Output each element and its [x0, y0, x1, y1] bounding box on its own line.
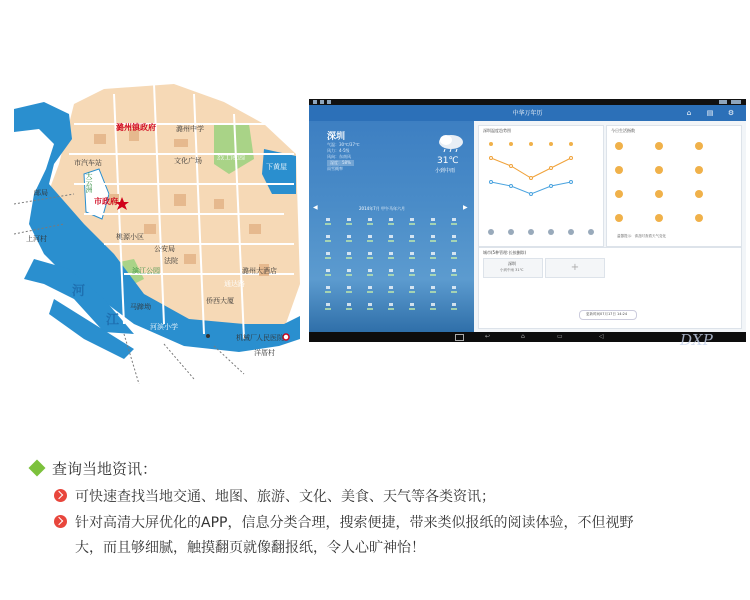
calendar-day-mark: [452, 269, 456, 272]
back-icon[interactable]: ↩: [485, 333, 491, 340]
weather-line: 雨雪概率: [327, 166, 343, 171]
calendar-lunar-mark: [367, 274, 373, 276]
calendar-day-mark: [389, 303, 393, 306]
calendar-day-cell[interactable]: [363, 267, 377, 277]
feature-item-continuation: 大，而且够细腻，触摸翻页就像翻报纸，令人心旷神怡！: [75, 540, 425, 556]
calendar-day-mark: [431, 269, 435, 272]
calendar-day-mark: [326, 252, 330, 255]
calendar-day-mark: [410, 286, 414, 289]
map-label-river-char-1: 河: [72, 284, 86, 299]
calendar-day-cell[interactable]: [405, 284, 419, 294]
calendar-day-cell[interactable]: [342, 233, 356, 243]
calendar-day-cell[interactable]: [321, 267, 335, 277]
calendar-lunar-mark: [451, 274, 457, 276]
next-month-icon[interactable]: ▶: [463, 204, 468, 211]
calendar-title: 2014年7月 甲午马年六月: [359, 206, 405, 211]
calendar-day-mark: [389, 218, 393, 221]
weather-summary: [317, 125, 467, 183]
life-index-note: 温馨提示：请及时查看天气变化: [617, 234, 666, 238]
calendar-day-cell[interactable]: [342, 250, 356, 260]
calendar-icon[interactable]: ▤: [706, 109, 714, 117]
calendar-day-mark: [452, 286, 456, 289]
calendar-day-cell[interactable]: [384, 233, 398, 243]
map-label-public-security: 公安局: [154, 245, 175, 253]
calendar-lunar-mark: [388, 223, 394, 225]
home-button-icon[interactable]: ⌂: [521, 333, 525, 340]
calendar-day-cell[interactable]: [447, 284, 461, 294]
recent-apps-icon[interactable]: [455, 334, 464, 341]
calendar-lunar-mark: [409, 240, 415, 242]
calendar-lunar-mark: [451, 257, 457, 259]
calendar-day-mark: [347, 269, 351, 272]
calendar-day-cell[interactable]: [405, 250, 419, 260]
calendar-day-cell[interactable]: [426, 233, 440, 243]
life-index-title: 今日生活指数: [611, 128, 635, 133]
map-label-taoyuan: 桃源小区: [116, 233, 144, 241]
app-header: [309, 105, 746, 121]
calendar-day-mark: [326, 303, 330, 306]
calendar-day-cell[interactable]: [447, 267, 461, 277]
diamond-bullet-icon: [29, 460, 46, 477]
calendar-lunar-mark: [409, 257, 415, 259]
calendar-day-cell[interactable]: [447, 216, 461, 226]
calendar-lunar-mark: [409, 308, 415, 310]
gear-icon[interactable]: ⚙: [727, 109, 735, 117]
arrow-bullet-icon: [54, 515, 67, 528]
map-label-culture-square: 文化广场: [174, 157, 202, 165]
calendar-lunar-mark: [367, 223, 373, 225]
home-icon[interactable]: ⌂: [686, 109, 692, 117]
city-manage-title: 城市(5种管理:长按删除): [483, 250, 527, 255]
calendar-day-mark: [347, 252, 351, 255]
refresh-button[interactable]: [579, 310, 637, 320]
calendar-day-mark: [452, 218, 456, 221]
calendar-day-cell[interactable]: [405, 233, 419, 243]
weather-line: 风力：4-5级: [327, 148, 350, 153]
calendar-day-cell[interactable]: [384, 267, 398, 277]
life-index-card: [606, 125, 742, 247]
map-label-river-char-2: 江: [106, 313, 120, 328]
calendar-day-cell[interactable]: [405, 301, 419, 311]
calendar-day-mark: [410, 303, 414, 306]
forecast-icons-row: [483, 226, 599, 238]
calendar-day-mark: [368, 235, 372, 238]
calendar-lunar-mark: [430, 308, 436, 310]
weather-line: 风向：东南风: [327, 154, 351, 159]
calendar-day-mark: [410, 252, 414, 255]
calendar-lunar-mark: [325, 240, 331, 242]
calendar-day-cell[interactable]: [447, 301, 461, 311]
calendar-day-cell[interactable]: [363, 250, 377, 260]
calendar-day-mark: [452, 235, 456, 238]
calendar-lunar-mark: [451, 240, 457, 242]
map-label-court: 法院: [164, 257, 178, 265]
calendar-day-cell[interactable]: [342, 301, 356, 311]
calendar-day-mark: [431, 286, 435, 289]
map-label-majiang: 马蹄坳: [130, 303, 151, 311]
calendar-day-cell[interactable]: [342, 216, 356, 226]
weather-detail-panel: [474, 121, 746, 332]
calendar-day-mark: [389, 235, 393, 238]
calendar-day-cell[interactable]: [447, 233, 461, 243]
svg-text:DXP: DXP: [680, 331, 713, 349]
calendar-lunar-mark: [430, 274, 436, 276]
calendar-day-cell[interactable]: [447, 250, 461, 260]
calendar-lunar-mark: [388, 240, 394, 242]
calendar-day-mark: [326, 269, 330, 272]
map-label-bus-station: 市汽车站: [74, 159, 102, 167]
calendar-lunar-mark: [388, 257, 394, 259]
calendar-lunar-mark: [346, 240, 352, 242]
add-city-button[interactable]: +: [545, 258, 605, 278]
calendar-day-mark: [326, 218, 330, 221]
calendar-day-cell[interactable]: [426, 301, 440, 311]
calendar-lunar-mark: [430, 291, 436, 293]
calendar-day-mark: [347, 286, 351, 289]
map-label-martyrs-cemetery: 烈士陵园: [217, 153, 245, 161]
map-label-hotel: 潞州大酒店: [242, 267, 277, 275]
map-label-town-govt: 潞州镇政府: [116, 123, 156, 132]
calendar-lunar-mark: [451, 291, 457, 293]
calendar-day-mark: [368, 269, 372, 272]
calendar-lunar-mark: [325, 274, 331, 276]
calendar-day-mark: [410, 269, 414, 272]
notification-icon: [320, 100, 324, 104]
calendar-day-cell[interactable]: [363, 216, 377, 226]
map-label-city-govt: 市政府: [94, 197, 118, 206]
calendar-lunar-mark: [388, 308, 394, 310]
map-label-xiahuang: 下黄屋: [266, 163, 287, 171]
map-label-machinery-factory: 机械厂: [236, 334, 257, 342]
feature-item: 针对高清大屏优化的APP，信息分类合理，搜索便捷，带来类似报纸的阅读体验，不但视野: [75, 515, 634, 531]
volume-icon[interactable]: ◁: [599, 333, 604, 340]
calendar-day-cell[interactable]: [342, 284, 356, 294]
calendar-lunar-mark: [325, 223, 331, 225]
map-label-river-park: 滨江公园: [132, 267, 160, 275]
map-label-river-primary: 河滨小学: [150, 323, 178, 331]
map-label-qiaoxi: 侨西大厦: [206, 297, 234, 305]
life-index-icons: [613, 140, 733, 230]
tablet-screenshot: [309, 99, 746, 342]
calendar-day-cell[interactable]: [405, 216, 419, 226]
calendar-day-mark: [389, 286, 393, 289]
weather-description: 小到中雨: [435, 168, 456, 174]
forecast-card: [478, 125, 604, 247]
calendar-day-mark: [410, 218, 414, 221]
section-heading: 查询当地资讯：: [52, 460, 158, 478]
calendar-day-cell[interactable]: [342, 267, 356, 277]
calendar-day-mark: [431, 252, 435, 255]
calendar-day-cell[interactable]: [384, 301, 398, 311]
calendar-day-cell[interactable]: [363, 284, 377, 294]
current-temperature: 31℃: [437, 156, 459, 166]
calendar-day-cell[interactable]: [363, 233, 377, 243]
calendar-day-mark: [389, 252, 393, 255]
prev-month-icon[interactable]: ◀: [313, 204, 318, 211]
calendar-lunar-mark: [430, 223, 436, 225]
weather-calendar-panel: [309, 121, 474, 332]
calendar-day-mark: [431, 218, 435, 221]
map-label-post-office: 邮局: [34, 189, 48, 197]
calendar-day-mark: [326, 235, 330, 238]
city-map: [14, 84, 300, 384]
calendar-lunar-mark: [367, 291, 373, 293]
calendar-lunar-mark: [346, 274, 352, 276]
cloud-rain-icon: [437, 132, 465, 152]
calendar-day-mark: [347, 303, 351, 306]
calendar-day-mark: [410, 235, 414, 238]
calendar-day-mark: [368, 286, 372, 289]
calendar-day-mark: [326, 286, 330, 289]
weather-line: 气温：30℃/37℃: [327, 142, 360, 147]
city-manage-card: [478, 247, 742, 329]
weather-city: 深圳: [327, 132, 346, 142]
weather-line: 湿度：58%: [327, 160, 354, 166]
calendar-day-cell[interactable]: [426, 267, 440, 277]
calendar-lunar-mark: [346, 223, 352, 225]
calendar-lunar-mark: [346, 291, 352, 293]
app-title: 中华万年历: [512, 110, 543, 117]
calendar-day-mark: [368, 218, 372, 221]
calendar-day-cell[interactable]: [384, 216, 398, 226]
calendar-day-cell[interactable]: [321, 250, 335, 260]
map-label-dayun-island: 大云洲: [85, 172, 93, 193]
calendar-day-mark: [452, 303, 456, 306]
notification-icon: [327, 100, 331, 104]
calendar-day-cell[interactable]: [426, 250, 440, 260]
calendar-lunar-mark: [430, 257, 436, 259]
calendar-lunar-mark: [451, 308, 457, 310]
calendar-lunar-mark: [388, 274, 394, 276]
temperature-trend-chart: [483, 138, 599, 218]
city-card-desc: 小到中雨 31℃: [500, 268, 524, 272]
calendar-lunar-mark: [367, 240, 373, 242]
calendar-lunar-mark: [346, 308, 352, 310]
map-label-shanghe-village: 上河村: [26, 235, 47, 243]
calendar-lunar-mark: [325, 308, 331, 310]
arrow-bullet-icon: [54, 489, 67, 502]
calendar-day-cell[interactable]: [426, 284, 440, 294]
calendar-day-cell[interactable]: [426, 216, 440, 226]
calendar-lunar-mark: [367, 308, 373, 310]
calendar-day-mark: [368, 252, 372, 255]
calendar-day-cell[interactable]: [321, 301, 335, 311]
calendar-day-mark: [347, 218, 351, 221]
calendar-day-cell[interactable]: [321, 284, 335, 294]
recent-icon[interactable]: ▭: [557, 333, 563, 340]
battery-icon: [731, 100, 741, 104]
calendar-day-mark: [389, 269, 393, 272]
calendar-day-cell[interactable]: [321, 233, 335, 243]
notification-icon: [313, 100, 317, 104]
calendar-lunar-mark: [367, 257, 373, 259]
calendar-lunar-mark: [409, 291, 415, 293]
watermark-logo: [678, 330, 748, 350]
calendar-day-mark: [368, 303, 372, 306]
city-card-name: 深圳: [508, 261, 516, 266]
calendar-day-cell[interactable]: [405, 267, 419, 277]
calendar-day-cell[interactable]: [384, 250, 398, 260]
map-label-middle-school: 潞州中学: [176, 125, 204, 133]
calendar-lunar-mark: [388, 291, 394, 293]
calendar-lunar-mark: [451, 223, 457, 225]
calendar-day-mark: [347, 235, 351, 238]
calendar-day-mark: [431, 235, 435, 238]
feature-item: 可快速查找当地交通、地图、旅游、文化、美食、天气等各类资讯；: [75, 489, 495, 505]
calendar-lunar-mark: [409, 274, 415, 276]
update-time: 更新时间07月17日 14:24: [586, 312, 628, 316]
calendar-day-cell[interactable]: [321, 216, 335, 226]
calendar-lunar-mark: [325, 291, 331, 293]
calendar-day-cell[interactable]: [363, 301, 377, 311]
calendar-day-mark: [431, 303, 435, 306]
signal-icon: [719, 100, 727, 104]
map-label-hospital: 人民医院: [256, 334, 284, 342]
calendar-day-cell[interactable]: [384, 284, 398, 294]
calendar-lunar-mark: [409, 223, 415, 225]
calendar-lunar-mark: [430, 240, 436, 242]
calendar-lunar-mark: [346, 257, 352, 259]
forecast-title: 深圳温度趋势图: [483, 128, 511, 133]
map-label-tongda-road: 通达路: [224, 280, 245, 288]
calendar-lunar-mark: [325, 257, 331, 259]
map-label-yangcuo: 洋厝村: [254, 349, 275, 357]
calendar-day-mark: [452, 252, 456, 255]
city-card-shenzhen[interactable]: [483, 258, 543, 278]
